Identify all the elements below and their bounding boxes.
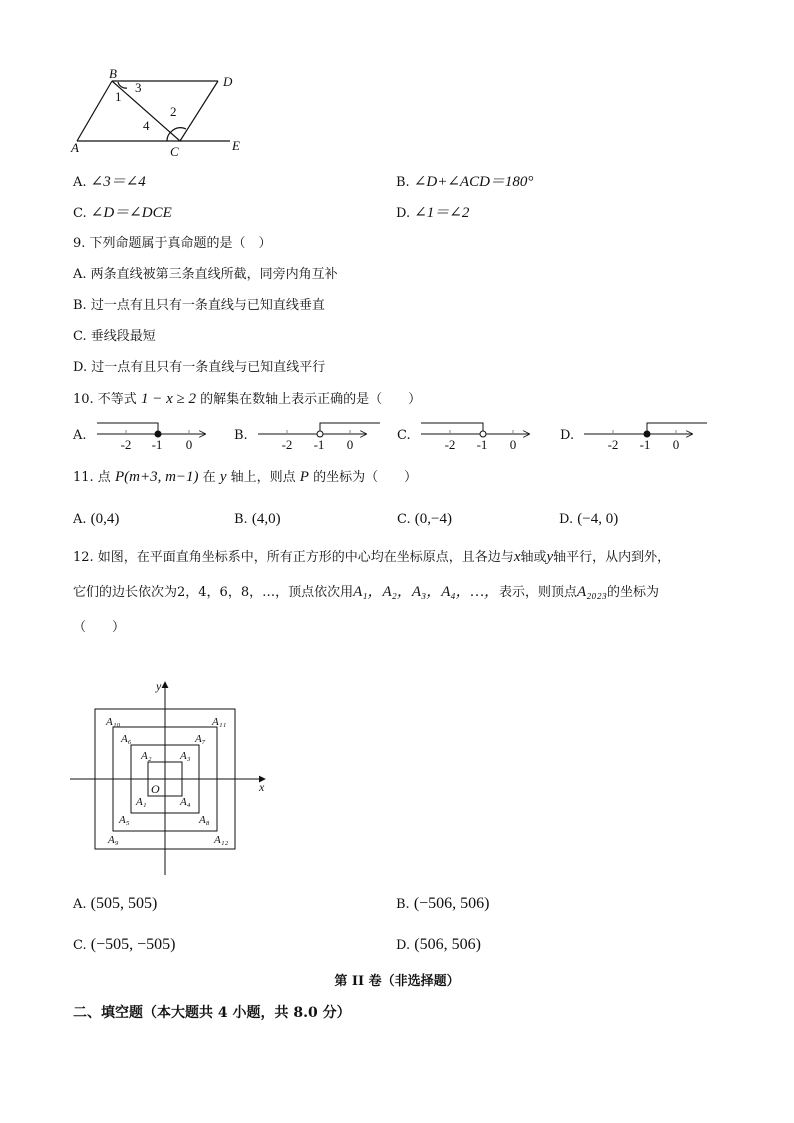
origin-label: O bbox=[151, 782, 160, 796]
vertex-label-a5: A₅ bbox=[119, 814, 130, 826]
option-letter: B. bbox=[396, 175, 410, 190]
line-ab bbox=[77, 81, 112, 141]
q10-letter-a[interactable]: A. bbox=[73, 428, 87, 443]
q8-option-c[interactable] bbox=[73, 205, 172, 222]
vertex-label-a10: A₁₀ bbox=[106, 716, 121, 728]
number-line-c bbox=[421, 423, 529, 437]
q11-option-c[interactable]: C. (0,−4) bbox=[397, 511, 452, 527]
label-d: D bbox=[223, 74, 233, 89]
line-dc bbox=[180, 81, 218, 141]
q8-option-d[interactable] bbox=[396, 205, 469, 222]
q11-option-d[interactable]: D. (−4, 0) bbox=[559, 511, 619, 527]
nested-squares-figure bbox=[0, 675, 794, 895]
parallelogram-figure bbox=[0, 0, 794, 160]
q10-letter-c[interactable]: C. bbox=[397, 428, 411, 443]
tick-label: -1 bbox=[313, 437, 325, 452]
number-line-a bbox=[97, 423, 205, 437]
tick-label: 0 bbox=[672, 437, 680, 452]
angle-label-4: 4 bbox=[143, 118, 150, 133]
q12-stem-line1: 12. 如图，在平面直角坐标系中，所有正方形的中心均在坐标原点，且各边与x轴或y轴平行，从内到外， bbox=[73, 549, 671, 565]
q8-option-b[interactable] bbox=[396, 174, 533, 191]
tick-label: -1 bbox=[639, 437, 651, 452]
tick-label: -2 bbox=[281, 437, 293, 452]
q12-stem-line3: （ ） bbox=[73, 620, 126, 635]
vertex-label-a7: A₇ bbox=[195, 733, 206, 745]
option-text: ∠3＝∠4 bbox=[90, 174, 146, 190]
tick-label: -1 bbox=[151, 437, 163, 452]
q10-letter-d[interactable]: D. bbox=[560, 428, 575, 443]
option-letter: D. bbox=[396, 206, 411, 221]
angle-label-3: 3 bbox=[135, 80, 142, 95]
tick-label: 0 bbox=[346, 437, 354, 452]
tick-label: 0 bbox=[185, 437, 193, 452]
vertex-label-a3: A₃ bbox=[180, 750, 191, 762]
label-b: B bbox=[109, 66, 117, 81]
vertex-label-a12: A₁₂ bbox=[214, 834, 229, 846]
tick-label: -2 bbox=[444, 437, 456, 452]
vertex-label-a11: A₁₁ bbox=[212, 716, 227, 728]
q9-option-d[interactable]: D. 过一点有且只有一条直线与已知直线平行 bbox=[73, 360, 326, 375]
q11-option-a[interactable]: A. (0,4) bbox=[73, 511, 120, 527]
q12-option-d[interactable]: D. (506, 506) bbox=[396, 936, 481, 953]
option-letter: C. bbox=[73, 206, 87, 221]
option-letter: A. bbox=[73, 175, 87, 190]
vertex-label-a9: A₉ bbox=[108, 834, 119, 846]
q12-option-c[interactable]: C. (−505, −505) bbox=[73, 936, 176, 953]
q10-stem: 10. 不等式 1 − x ≥ 2 的解集在数轴上表示正确的是（ ） bbox=[73, 391, 422, 407]
q11-stem: 11. 点 P(m+3, m−1) 在 y 轴上，则点 P 的坐标为（ ） bbox=[73, 469, 418, 485]
q11-option-b[interactable]: B. (4,0) bbox=[234, 511, 281, 527]
number-lines bbox=[0, 410, 794, 470]
q9-option-b[interactable]: B. 过一点有且只有一条直线与已知直线垂直 bbox=[73, 298, 325, 313]
vertex-label-a6: A₆ bbox=[121, 733, 132, 745]
q12-option-a[interactable]: A. (505, 505) bbox=[73, 895, 158, 912]
angle-label-1: 1 bbox=[115, 89, 122, 104]
option-text: ∠1＝∠2 bbox=[414, 205, 470, 221]
q9-option-c[interactable]: C. 垂线段最短 bbox=[73, 329, 156, 344]
q12-option-b[interactable]: B. (−506, 506) bbox=[396, 895, 490, 912]
axis-label-x: x bbox=[259, 780, 265, 794]
label-a: A bbox=[71, 140, 79, 155]
number-line-d bbox=[584, 423, 707, 437]
option-text: ∠D＝∠DCE bbox=[90, 205, 172, 221]
q8-option-a[interactable] bbox=[73, 174, 146, 191]
inequality: 1 − x ≥ 2 bbox=[140, 391, 196, 407]
vertex-label-a2: A₂ bbox=[141, 750, 152, 762]
tick-label: -1 bbox=[476, 437, 488, 452]
q12-stem-line2: 它们的边长依次为2，4，6，8，…，顶点依次用A₁，A₂，A₃，A₄，…，表示，则顶点A₂₀₂₃的坐标为 bbox=[73, 584, 660, 600]
q9-stem: 9. 下列命题属于真命题的是（ ） bbox=[73, 236, 272, 251]
axis-label-y: y bbox=[156, 679, 162, 693]
option-text: ∠D+∠ACD＝180° bbox=[413, 174, 534, 190]
tick-label: -2 bbox=[120, 437, 132, 452]
point-p-expr: P(m+3, m−1) bbox=[114, 469, 199, 485]
number-line-b bbox=[258, 423, 380, 437]
q9-option-a[interactable]: A. 两条直线被第三条直线所截，同旁内角互补 bbox=[73, 267, 338, 282]
angle-label-2: 2 bbox=[170, 104, 177, 119]
section-title: 第 II 卷（非选择题） bbox=[334, 974, 460, 989]
tick-label: 0 bbox=[509, 437, 517, 452]
label-e: E bbox=[232, 138, 240, 153]
section-heading: 二、填空题（本大题共 4 小题，共 8.0 分） bbox=[73, 1005, 351, 1021]
vertex-label-a4: A₄ bbox=[180, 796, 191, 808]
label-c: C bbox=[170, 144, 179, 159]
q10-letter-b[interactable]: B. bbox=[234, 428, 248, 443]
angle-arc-2 bbox=[172, 128, 186, 131]
vertex-label-a1: A₁ bbox=[136, 796, 147, 808]
vertex-label-a8: A₈ bbox=[199, 814, 210, 826]
tick-label: -2 bbox=[607, 437, 619, 452]
